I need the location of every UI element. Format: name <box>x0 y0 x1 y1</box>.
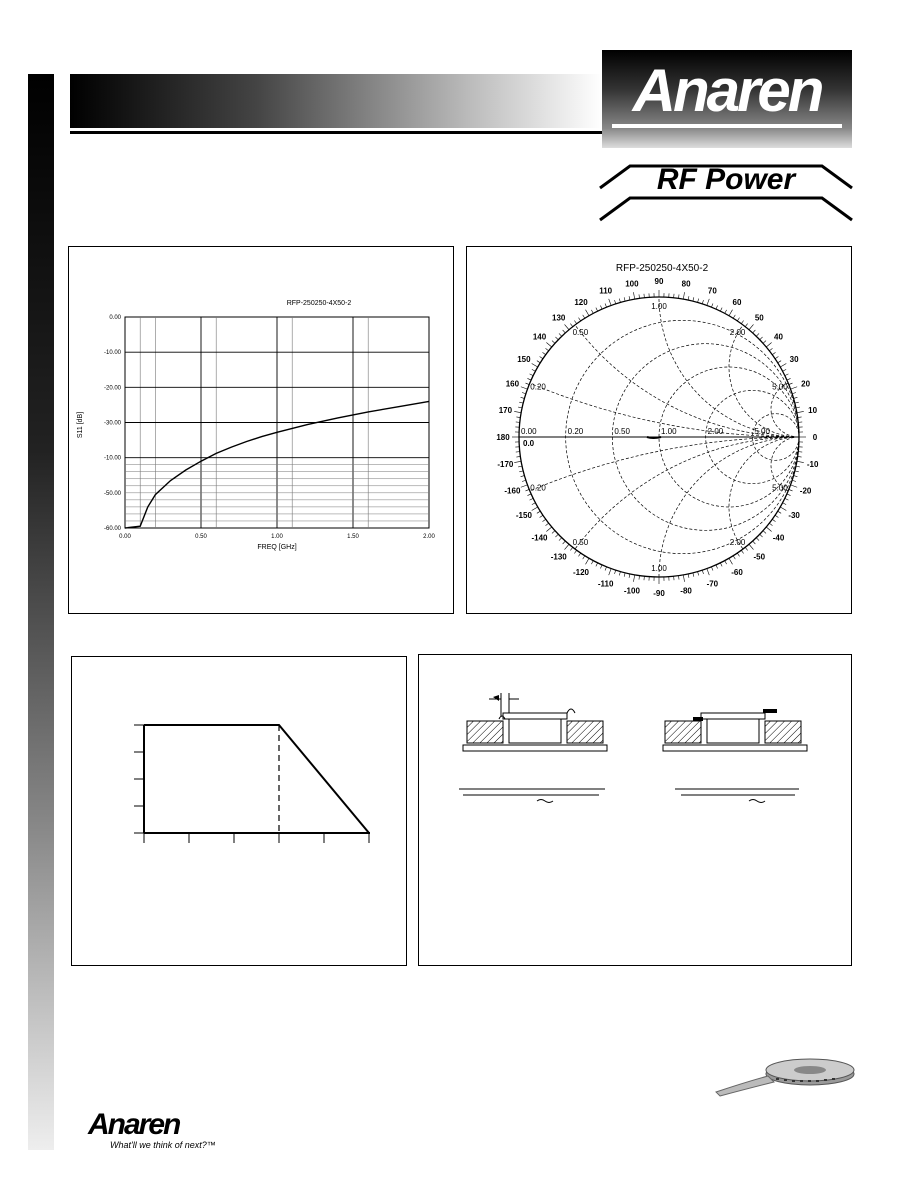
angle-label: -80 <box>680 586 692 596</box>
angle-label: 30 <box>789 355 799 364</box>
y-tick-label: -50.00 <box>103 490 121 497</box>
angle-label: 70 <box>707 286 717 296</box>
rf-power-badge <box>596 152 856 226</box>
smith-title: RFP-250250-4X50-2 <box>615 263 709 274</box>
s11-smith-trace <box>647 437 661 438</box>
x-tick-label: 2.00 <box>423 534 435 540</box>
angle-label: 150 <box>517 355 531 364</box>
angle-label: 0 <box>812 433 818 442</box>
reactance-label-positive: 0.50 <box>572 328 589 338</box>
resistance-label: 5.00 <box>754 427 770 436</box>
resistance-label: 0.00 <box>521 427 537 436</box>
angle-label: 120 <box>574 297 588 307</box>
angle-label: -30 <box>788 511 800 520</box>
angle-label: -70 <box>706 579 719 589</box>
angle-label: -120 <box>572 568 590 578</box>
angle-label: 180 <box>496 433 510 442</box>
angle-label: 40 <box>774 332 783 342</box>
left-gradient-bar <box>28 74 54 1150</box>
tape-reel-icon <box>706 1052 856 1102</box>
reactance-label-positive: 5.00 <box>772 382 788 392</box>
y-axis-label: S11 [dB] <box>77 411 84 439</box>
angle-label: 80 <box>681 279 691 289</box>
angle-label: -60 <box>731 568 743 578</box>
reactance-label-negative: 0.50 <box>572 537 589 547</box>
header-gradient-bar <box>70 74 602 128</box>
angle-label: -40 <box>772 533 785 543</box>
return-loss-chart <box>69 247 453 613</box>
angle-label: -150 <box>515 511 532 520</box>
logo-underline <box>612 124 842 128</box>
reactance-label-negative: 0.20 <box>530 483 546 493</box>
mounting-panel <box>418 654 852 966</box>
angle-label: -50 <box>753 552 766 562</box>
angle-label: -130 <box>550 552 567 562</box>
power-derating-chart <box>72 657 406 965</box>
y-tick-label: -20.00 <box>103 385 121 392</box>
chart-title: RFP-250250-4X50-2 <box>286 300 352 307</box>
mounting-option-1 <box>459 693 607 803</box>
angle-label: 100 <box>625 279 639 289</box>
reactance-label-negative: 1.00 <box>651 564 667 573</box>
power-derating-panel <box>71 656 407 966</box>
angle-label: -160 <box>504 486 521 496</box>
return-loss-panel <box>68 246 454 614</box>
y-tick-label: -10.00 <box>103 350 121 357</box>
angle-label: 90 <box>654 277 664 286</box>
reactance-label-positive: 2.00 <box>729 328 746 338</box>
x-tick-label: 1.50 <box>347 534 359 540</box>
resistance-label: 0.50 <box>614 427 630 436</box>
resistance-label: 1.00 <box>661 427 677 436</box>
angle-label: 130 <box>552 313 566 323</box>
angle-label: 10 <box>808 405 818 415</box>
x-tick-label: 1.00 <box>271 534 283 540</box>
angle-label: -110 <box>597 579 614 589</box>
y-tick-label: -60.00 <box>103 526 121 532</box>
resistance-label: 2.00 <box>707 427 724 436</box>
angle-label: 140 <box>532 332 547 342</box>
angle-label: -140 <box>531 533 548 543</box>
angle-label: 110 <box>599 286 613 296</box>
derating-curve <box>144 725 369 833</box>
reactance-label-negative: 5.00 <box>772 483 788 493</box>
angle-label: -20 <box>799 486 812 496</box>
reactance-label-negative: 2.00 <box>729 537 746 547</box>
x-axis-label: FREQ [GHz] <box>257 544 297 551</box>
product-line-label: RF Power <box>656 163 796 196</box>
y-tick-label: 0.00 <box>109 315 121 321</box>
angle-label: -10 <box>806 460 819 470</box>
angle-label: -170 <box>497 460 514 470</box>
footer-logo: Anaren <box>88 1108 180 1141</box>
angle-label: -90 <box>653 589 665 598</box>
resistance-label: 0.20 <box>567 427 584 436</box>
mounting-option-2 <box>663 709 807 803</box>
zero-label: 0.0 <box>523 439 535 448</box>
brand-logo: Anaren <box>632 57 822 124</box>
reactance-label-positive: 1.00 <box>651 302 667 311</box>
y-tick-label: -10.00 <box>103 455 121 462</box>
angle-label: 60 <box>732 297 742 307</box>
y-tick-label: -30.00 <box>103 420 121 427</box>
angle-label: 160 <box>505 379 520 389</box>
x-tick-label: 0.00 <box>119 534 131 540</box>
smith-chart <box>467 247 851 613</box>
smith-chart-panel <box>466 246 852 614</box>
angle-label: 20 <box>801 379 811 389</box>
angle-label: -100 <box>623 586 640 596</box>
reactance-label-positive: 0.20 <box>530 382 546 392</box>
x-tick-label: 0.50 <box>195 534 207 540</box>
angle-label: 170 <box>498 405 513 415</box>
footer-tagline: What'll we think of next?™ <box>110 1140 216 1150</box>
mounting-diagram <box>419 655 851 965</box>
angle-label: 50 <box>754 313 764 323</box>
